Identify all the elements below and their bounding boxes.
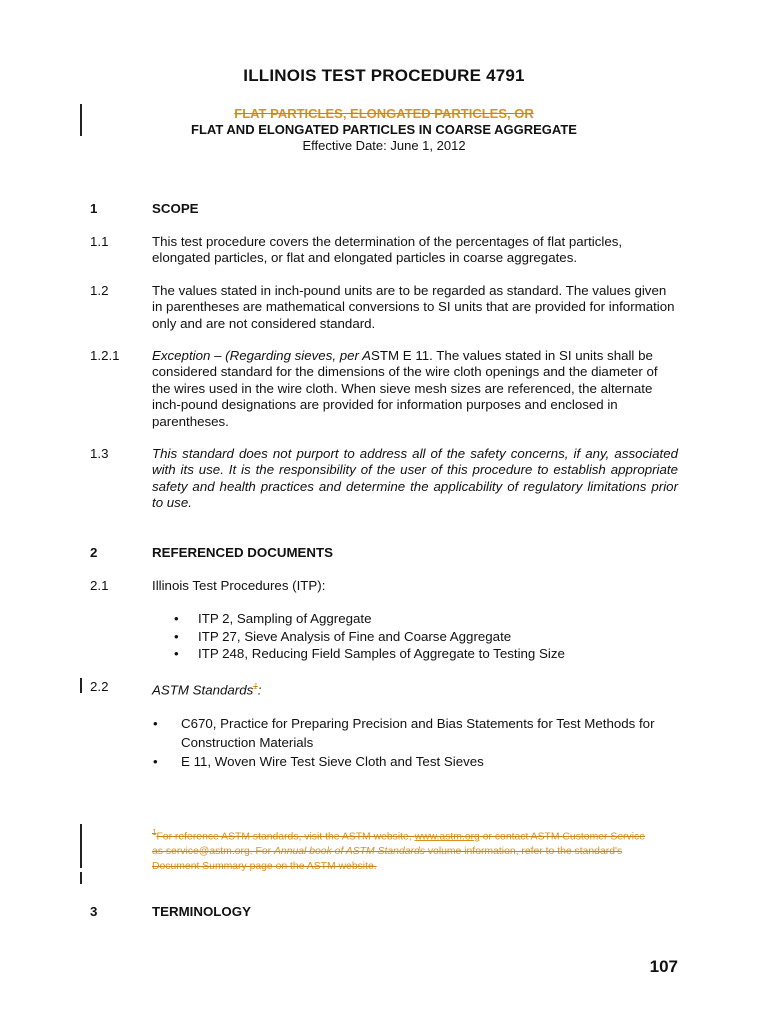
change-bar bbox=[80, 872, 82, 884]
section-number: 1.3 bbox=[90, 446, 109, 461]
paragraph-2-1: Illinois Test Procedures (ITP): bbox=[152, 578, 326, 593]
exception-label: Exception – (Regarding sieves, per A bbox=[152, 348, 372, 363]
paragraph-1-2: The values stated in inch-pound units are to be regarded as standard. The values given in parentheses are mathematical conversions to SI units that are provided for information only and are not considered standard. bbox=[152, 283, 675, 331]
section-number: 2.2 bbox=[90, 679, 109, 694]
exception-text: STM E 11. The values stated in SI units shall be considered standard for the dimensions of the wire cloth openings and the diameter of the wires used in the wire cloth. When sieve mesh sizes are referenced, the alternate inch-pound designations are provided for information purposes and enclosed in parentheses. bbox=[152, 348, 658, 429]
change-bar bbox=[80, 678, 82, 693]
astm-list bbox=[153, 714, 681, 771]
paragraph-2-2: ASTM Standards$^1$: bbox=[152, 682, 262, 698]
list-item: • ITP 27, Sieve Analysis of Fine and Coarse Aggregate bbox=[174, 628, 512, 644]
list-item: • C670, Practice for Preparing Precision and Bias Statements for Test Methods for Construction Materials bbox=[153, 716, 655, 750]
page-number: 107 bbox=[649, 957, 678, 976]
section-number: 1.1 bbox=[90, 234, 109, 249]
section-heading-scope: SCOPE bbox=[152, 201, 199, 216]
document-subtitle: FLAT AND ELONGATED PARTICLES IN COARSE AGGREGATE bbox=[191, 122, 577, 137]
list-item: • ITP 2, Sampling of Aggregate bbox=[174, 611, 372, 626]
paragraph-1-3: This standard does not purport to address all of the safety concerns, if any, associated with its use. It is the responsibility of the user of this procedure to establish appropriate safety and health practices and determine the applicability of regulatory limitations prior to use. bbox=[152, 446, 678, 511]
paragraph-1-1: This test procedure covers the determination of the percentages of flat particles, elongated particles, or flat and elongated particles in coarse aggregates. bbox=[152, 234, 623, 266]
section-number: 1.2 bbox=[90, 283, 109, 298]
deleted-footnote: $^1$For reference ASTM standards, visit the ASTM website, www.astm.org or contact ASTM Customer Service as service@astm.org. For Annual book of ASTM Standards volume information, refer to the standard's Document Summary page on the ASTM website. bbox=[152, 828, 645, 873]
list-item: • ITP 248, Reducing Field Samples of Aggregate to Testing Size bbox=[174, 646, 565, 661]
section-number: 2 bbox=[90, 545, 98, 560]
paragraph-1-2-1 bbox=[152, 348, 678, 430]
change-bar bbox=[80, 824, 82, 868]
list-item: • E 11, Woven Wire Test Sieve Cloth and Test Sieves bbox=[153, 754, 484, 769]
effective-date: Effective Date: June 1, 2012 bbox=[302, 138, 466, 153]
section-heading-referenced-documents: REFERENCED DOCUMENTS bbox=[152, 545, 333, 560]
section-number: 1 bbox=[90, 201, 98, 216]
section-number: 2.1 bbox=[90, 578, 109, 593]
section-number: 3 bbox=[90, 904, 98, 919]
bullet-icon: • bbox=[174, 646, 179, 661]
bullet-icon: • bbox=[174, 628, 179, 644]
astm-link[interactable]: www.astm.org bbox=[414, 831, 480, 843]
footnote-ref: 1 bbox=[253, 682, 258, 691]
page-title: ILLINOIS TEST PROCEDURE 4791 bbox=[243, 66, 525, 85]
deleted-subtitle: FLAT PARTICLES, ELONGATED PARTICLES, OR bbox=[234, 106, 534, 121]
section-heading-terminology: TERMINOLOGY bbox=[152, 904, 251, 919]
section-number: 1.2.1 bbox=[90, 348, 120, 363]
bullet-icon: • bbox=[153, 754, 158, 769]
itp-list bbox=[174, 610, 678, 663]
bullet-icon: • bbox=[153, 716, 158, 731]
bullet-icon: • bbox=[174, 611, 179, 626]
